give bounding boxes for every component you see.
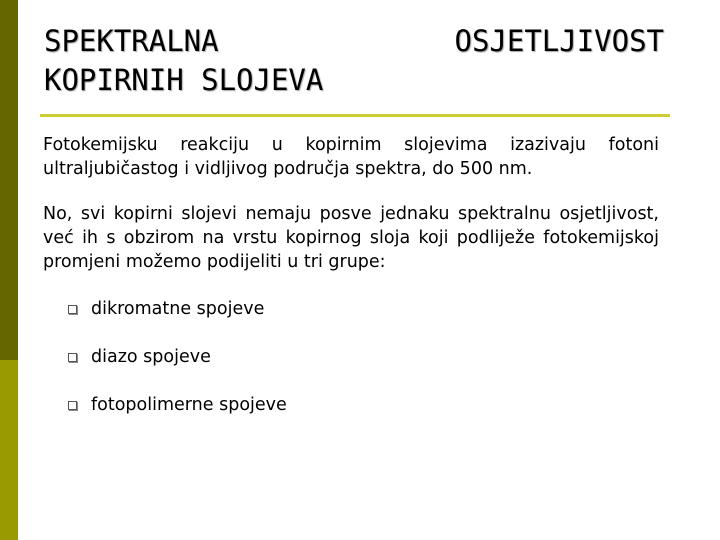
side-bar-bottom [0, 360, 18, 540]
checkbox-bullet-icon [68, 401, 77, 410]
title-line-2-text: KOPIRNIH SLOJEVA [44, 63, 324, 97]
bullet-list [68, 297, 287, 441]
list-item [68, 297, 287, 321]
title-divider [40, 114, 670, 117]
checkbox-bullet-icon [68, 353, 77, 362]
bullet-text: dikromatne spojeve [91, 299, 265, 319]
paragraph-2: No, svi kopirni slojevi nemaju posve jednaku spektralnu osjetljivost, već ih s obzirom na vrstu kopirnog sloja koji podliježe fotokemijskoj promjeni možemo podijeliti u tri grupe: [43, 204, 659, 272]
slide-title [44, 22, 664, 100]
title-word-spektralna: SPEKTRALNA [44, 24, 219, 58]
side-bar-top [0, 0, 18, 360]
paragraph-1: Fotokemijsku reakciju u kopirnim slojevima izazivaju fotoni ultraljubičastog i vidljivog područja spektra, do 500 nm. [43, 135, 659, 179]
title-line-2 [44, 61, 664, 100]
bullet-text: fotopolimerne spojeve [91, 395, 287, 415]
list-item [68, 393, 287, 417]
list-item [68, 345, 287, 369]
title-line-1 [44, 22, 664, 61]
checkbox-bullet-icon [68, 305, 77, 314]
bullet-text: diazo spojeve [91, 347, 211, 367]
title-word-osjetljivost: OSJETLJIVOST [454, 24, 664, 58]
